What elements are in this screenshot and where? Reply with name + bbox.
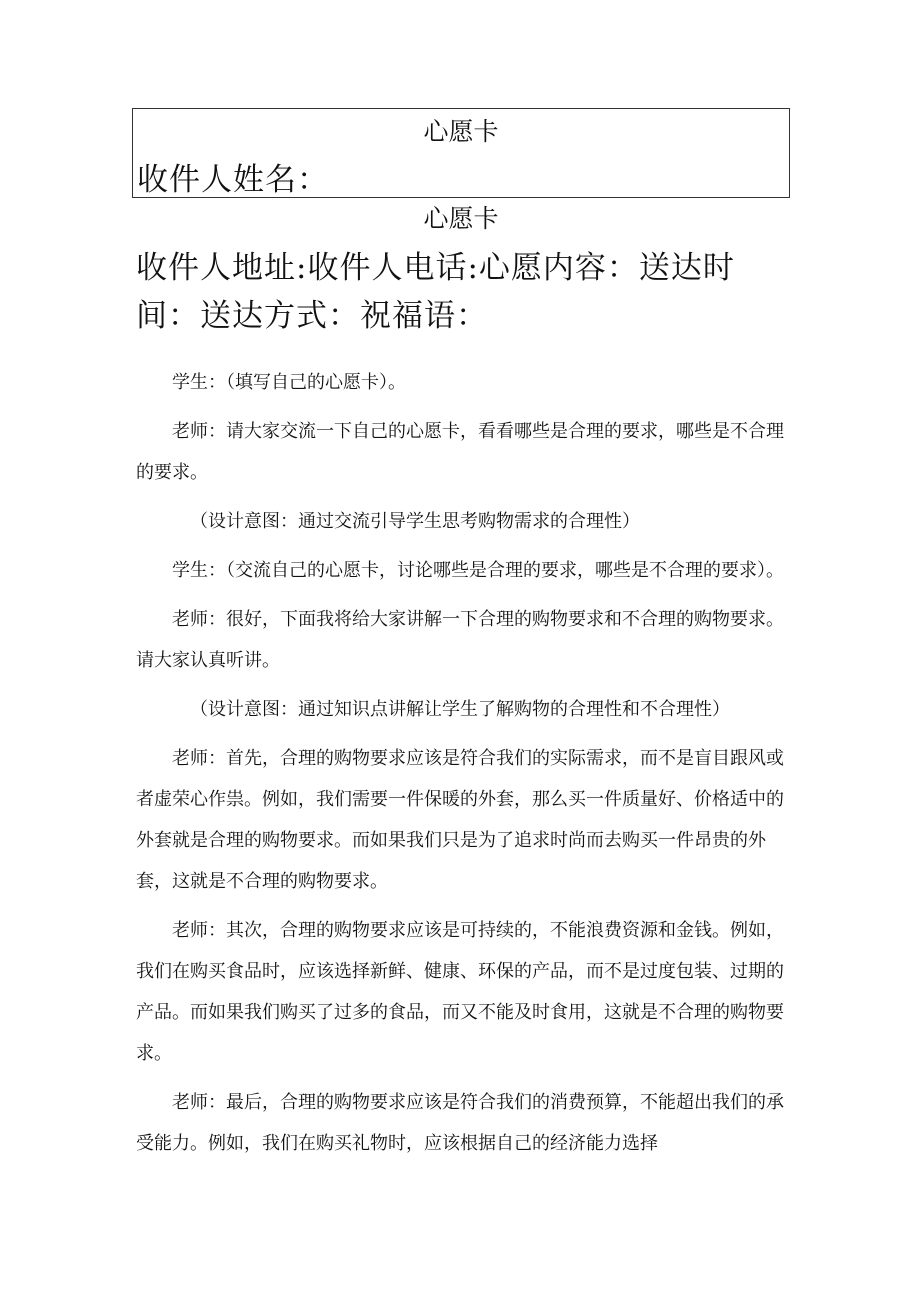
paragraph: 学生：（交流自己的心愿卡，讨论哪些是合理的要求，哪些是不合理的要求）。: [172, 560, 784, 581]
wish-card-fields: 收件人地址:收件人电话:心愿内容：送达时间：送达方式：祝福语：: [136, 250, 735, 334]
wish-card-title: 心愿卡: [423, 117, 499, 146]
recipient-name-label: 收件人姓名：: [137, 162, 329, 198]
paragraph: 老师：请大家交流一下自己的心愿卡，看看哪些是合理的要求，哪些是不合理的要求。: [136, 421, 784, 483]
design-intent-note: （设计意图：通过知识点讲解让学生了解购物的合理性和不合理性）: [190, 699, 730, 720]
paragraph: 老师：很好，下面我将给大家讲解一下合理的购物要求和不合理的购物要求。请大家认真听讲。: [136, 609, 784, 671]
wish-card-box: [132, 108, 790, 198]
lesson-body: [136, 362, 792, 1172]
paragraph: 老师：最后，合理的购物要求应该是符合我们的消费预算，不能超出我们的承受能力。例如，我们在购买礼物时，应该根据自己的经济能力选择: [136, 1092, 784, 1154]
paragraph: 学生：（填写自己的心愿卡）。: [172, 372, 406, 393]
paragraph: 老师：首先，合理的购物要求应该是符合我们的实际需求，而不是盲目跟风或者虚荣心作祟。例如，我们需要一件保暖的外套，那么买一件质量好、价格适中的外套就是合理的购物要求。而如果我们只是为了追求时尚而去购买一件昂贵的外套，这就是不合理的购物要求。: [136, 748, 784, 892]
design-intent-note: （设计意图：通过交流引导学生思考购物需求的合理性）: [190, 511, 640, 532]
paragraph: 老师：其次，合理的购物要求应该是可持续的，不能浪费资源和金钱。例如，我们在购买食品时，应该选择新鲜、健康、环保的产品，而不是过度包装、过期的产品。而如果我们购买了过多的食品，而又不能及时食用，这就是不合理的购物要求。: [136, 920, 784, 1064]
wish-card-title-second: 心愿卡: [423, 204, 499, 233]
